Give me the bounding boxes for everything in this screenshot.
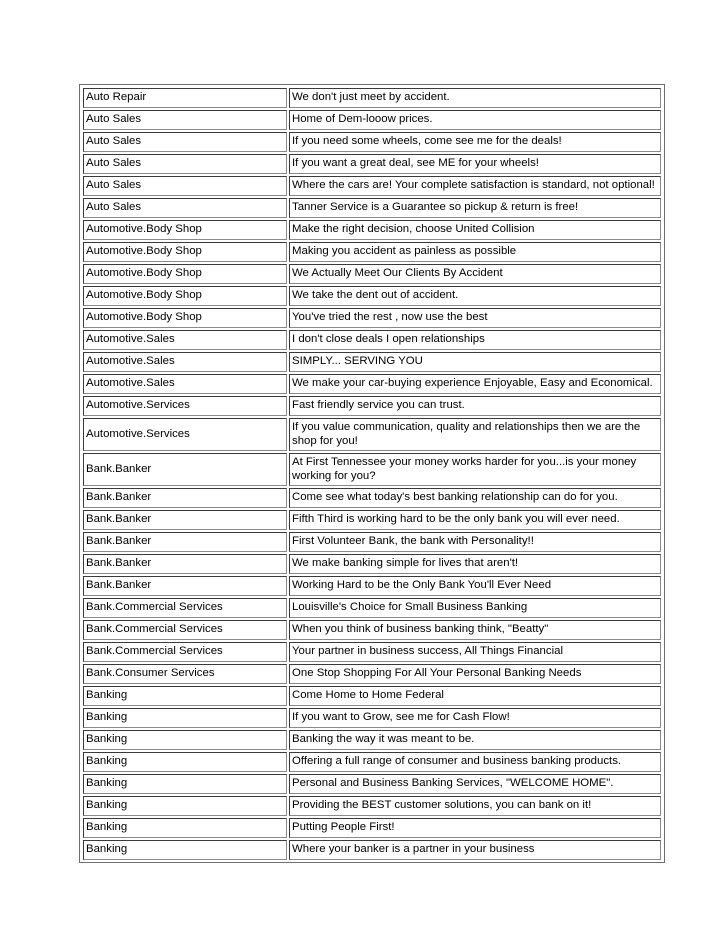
slogan-cell: Fifth Third is working hard to be the only bank you will ever need. [289, 510, 661, 530]
slogan-cell: If you want to Grow, see me for Cash Flow! [289, 708, 661, 728]
category-cell: Bank.Banker [83, 453, 287, 486]
category-cell: Auto Repair [83, 88, 287, 108]
slogan-cell: Make the right decision, choose United Collision [289, 220, 661, 240]
table-row [83, 642, 661, 662]
category-cell: Banking [83, 840, 287, 860]
category-cell: Automotive.Services [83, 418, 287, 451]
slogan-cell: Offering a full range of consumer and business banking products. [289, 752, 661, 772]
category-cell: Automotive.Sales [83, 330, 287, 350]
slogan-cell: Making you accident as painless as possible [289, 242, 661, 262]
table-row [83, 220, 661, 240]
slogan-cell: Working Hard to be the Only Bank You'll Ever Need [289, 576, 661, 596]
table-row [83, 840, 661, 860]
table-row [83, 396, 661, 416]
slogan-cell: Banking the way it was meant to be. [289, 730, 661, 750]
category-cell: Bank.Commercial Services [83, 642, 287, 662]
category-cell: Banking [83, 686, 287, 706]
table-row [83, 132, 661, 152]
slogan-cell: Come see what today's best banking relationship can do for you. [289, 488, 661, 508]
category-cell: Automotive.Body Shop [83, 264, 287, 284]
table-row [83, 532, 661, 552]
slogan-table [81, 86, 663, 862]
category-cell: Auto Sales [83, 132, 287, 152]
category-cell: Auto Sales [83, 198, 287, 218]
table-row [83, 418, 661, 451]
slogan-cell: Where the cars are! Your complete satisfaction is standard, not optional! [289, 176, 661, 196]
slogan-cell: I don't close deals I open relationships [289, 330, 661, 350]
table-row [83, 664, 661, 684]
table-row [83, 752, 661, 772]
slogan-cell: If you want a great deal, see ME for your wheels! [289, 154, 661, 174]
category-cell: Automotive.Body Shop [83, 308, 287, 328]
slogan-cell: Providing the BEST customer solutions, you can bank on it! [289, 796, 661, 816]
slogan-table-frame [79, 84, 665, 863]
table-row [83, 453, 661, 486]
slogan-cell: We Actually Meet Our Clients By Accident [289, 264, 661, 284]
category-cell: Bank.Banker [83, 488, 287, 508]
category-cell: Banking [83, 708, 287, 728]
slogan-cell: We make banking simple for lives that aren't! [289, 554, 661, 574]
table-row [83, 330, 661, 350]
category-cell: Automotive.Sales [83, 352, 287, 372]
table-row [83, 198, 661, 218]
table-row [83, 308, 661, 328]
table-row [83, 264, 661, 284]
slogan-cell: Personal and Business Banking Services, "WELCOME HOME". [289, 774, 661, 794]
slogan-cell: First Volunteer Bank, the bank with Personality!! [289, 532, 661, 552]
table-row [83, 620, 661, 640]
category-cell: Banking [83, 730, 287, 750]
table-row [83, 818, 661, 838]
slogan-cell: When you think of business banking think, "Beatty" [289, 620, 661, 640]
slogan-table-body [83, 88, 661, 860]
category-cell: Bank.Banker [83, 510, 287, 530]
category-cell: Automotive.Services [83, 396, 287, 416]
category-cell: Auto Sales [83, 154, 287, 174]
category-cell: Auto Sales [83, 110, 287, 130]
category-cell: Banking [83, 752, 287, 772]
slogan-cell: If you value communication, quality and relationships then we are the shop for you! [289, 418, 661, 451]
slogan-cell: We don't just meet by accident. [289, 88, 661, 108]
slogan-cell: Come Home to Home Federal [289, 686, 661, 706]
category-cell: Automotive.Body Shop [83, 242, 287, 262]
category-cell: Bank.Commercial Services [83, 598, 287, 618]
slogan-cell: At First Tennessee your money works harder for you...is your money working for you? [289, 453, 661, 486]
table-row [83, 774, 661, 794]
category-cell: Auto Sales [83, 176, 287, 196]
table-row [83, 154, 661, 174]
table-row [83, 88, 661, 108]
table-row [83, 488, 661, 508]
slogan-cell: Tanner Service is a Guarantee so pickup & return is free! [289, 198, 661, 218]
category-cell: Automotive.Body Shop [83, 286, 287, 306]
category-cell: Bank.Banker [83, 576, 287, 596]
slogan-cell: Your partner in business success, All Things Financial [289, 642, 661, 662]
category-cell: Banking [83, 818, 287, 838]
table-row [83, 242, 661, 262]
category-cell: Banking [83, 796, 287, 816]
category-cell: Automotive.Body Shop [83, 220, 287, 240]
category-cell: Bank.Consumer Services [83, 664, 287, 684]
category-cell: Bank.Banker [83, 532, 287, 552]
slogan-cell: Louisville's Choice for Small Business Banking [289, 598, 661, 618]
slogan-cell: If you need some wheels, come see me for the deals! [289, 132, 661, 152]
table-row [83, 686, 661, 706]
table-row [83, 510, 661, 530]
slogan-cell: Putting People First! [289, 818, 661, 838]
table-row [83, 110, 661, 130]
slogan-cell: You've tried the rest , now use the best [289, 308, 661, 328]
table-row [83, 796, 661, 816]
table-row [83, 374, 661, 394]
table-row [83, 576, 661, 596]
slogan-cell: Fast friendly service you can trust. [289, 396, 661, 416]
slogan-cell: Home of Dem-looow prices. [289, 110, 661, 130]
table-row [83, 286, 661, 306]
slogan-cell: SIMPLY... SERVING YOU [289, 352, 661, 372]
category-cell: Banking [83, 774, 287, 794]
slogan-cell: We make your car-buying experience Enjoyable, Easy and Economical. [289, 374, 661, 394]
slogan-cell: One Stop Shopping For All Your Personal Banking Needs [289, 664, 661, 684]
category-cell: Bank.Banker [83, 554, 287, 574]
table-row [83, 730, 661, 750]
slogan-cell: We take the dent out of accident. [289, 286, 661, 306]
category-cell: Bank.Commercial Services [83, 620, 287, 640]
table-row [83, 554, 661, 574]
table-row [83, 708, 661, 728]
table-row [83, 352, 661, 372]
table-row [83, 598, 661, 618]
category-cell: Automotive.Sales [83, 374, 287, 394]
slogan-cell: Where your banker is a partner in your business [289, 840, 661, 860]
table-row [83, 176, 661, 196]
